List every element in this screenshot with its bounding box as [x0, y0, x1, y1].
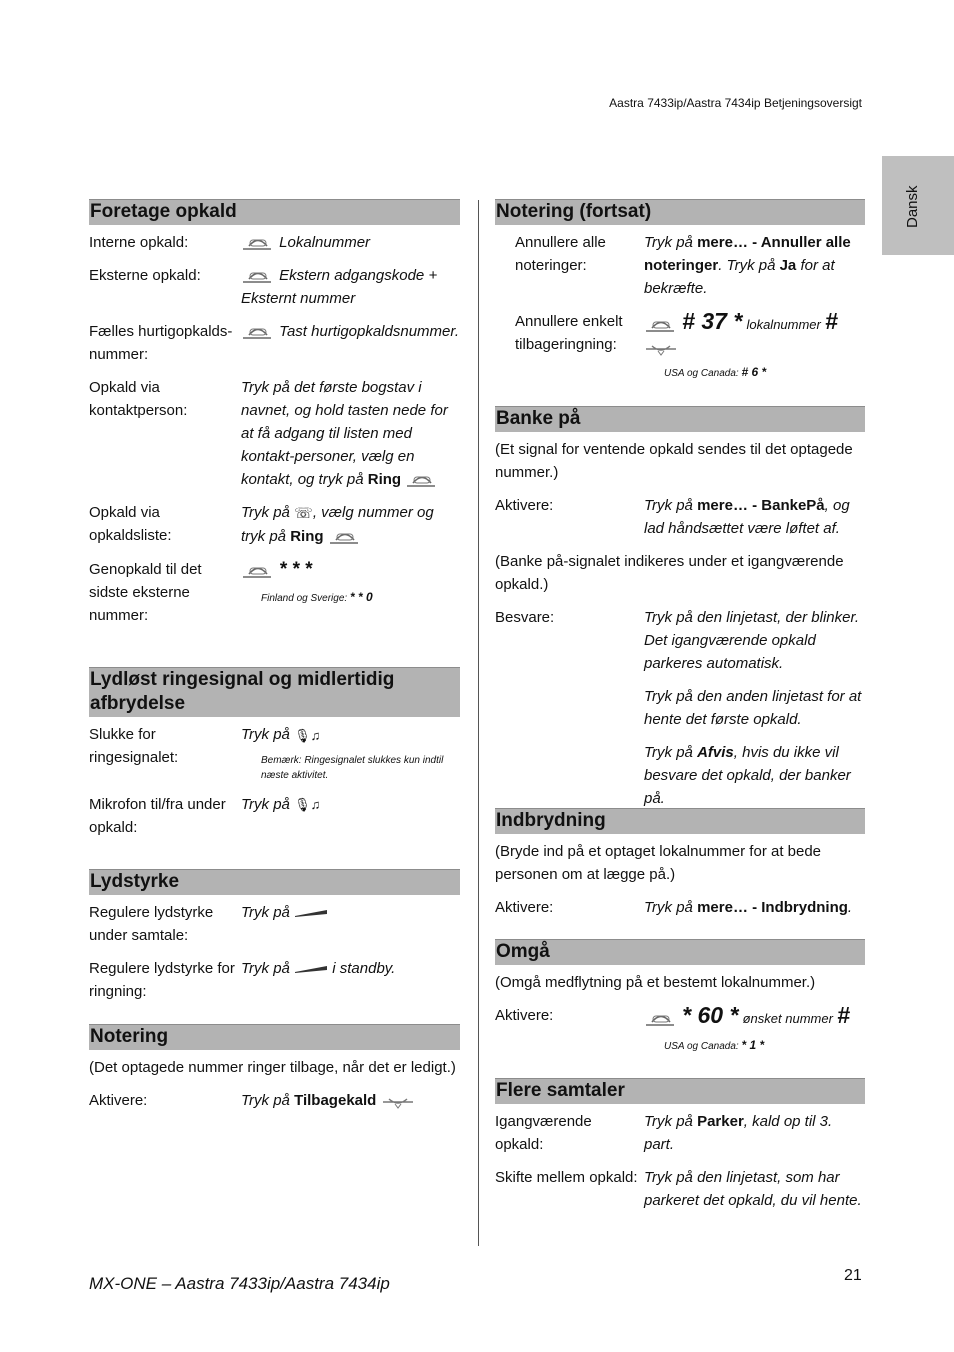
row-omga-aktivere	[495, 1004, 865, 1054]
section-title: Foretage opkald	[89, 199, 460, 225]
row-value-post: for at bekræfte.	[644, 257, 835, 297]
handset-off-hook-icon	[241, 234, 275, 252]
row-label: Igangværende opkald:	[495, 1113, 592, 1153]
section-title: Notering (fortsat)	[495, 199, 865, 225]
row-opkaldsliste	[89, 501, 460, 548]
row-faelles	[89, 320, 460, 366]
afvis-label: Afvis	[697, 744, 734, 761]
redial-code: * * *	[279, 558, 312, 580]
section-notering	[89, 1024, 460, 1122]
row-value: Tryk på	[241, 904, 290, 921]
row-banke-besvare	[495, 606, 865, 810]
handset-off-hook-icon	[405, 471, 439, 489]
section-title: Notering	[89, 1024, 460, 1050]
row-value: Lokalnummer	[279, 234, 371, 251]
section-description: (Bryde ind på et optaget lokalnummer for at bede personen om at lægge på.)	[495, 843, 822, 883]
row-interne	[89, 231, 460, 254]
handset-off-hook-icon	[241, 267, 275, 285]
row-value: Tryk på	[241, 504, 290, 521]
row-value: Tryk på	[241, 1092, 290, 1109]
row-value: Ekstern adgangskode + Eksternt nummer	[241, 267, 438, 307]
note: Bemærk: Ringesignalet slukkes kun indtil næste aktivitet.	[261, 754, 444, 781]
handset-off-hook-icon	[241, 323, 275, 341]
row-label: Aktivere:	[495, 1007, 554, 1024]
note-code: * * 0	[349, 589, 373, 604]
row-value: Tryk på den linjetast, der blinker. Det igangværende opkald parkeres automatisk.	[644, 609, 860, 672]
row-value-post: i standby.	[332, 960, 396, 977]
note-code: * 1 *	[741, 1038, 765, 1052]
handset-on-hook-icon	[381, 1093, 415, 1109]
mute-key-icon: 🎙♫	[294, 797, 321, 813]
row-value-post: , kald op til 3. part.	[644, 1113, 833, 1153]
section-description: (Et signal for ventende opkald sendes til det optagede nummer.)	[495, 441, 853, 481]
section-title: Banke på	[495, 406, 865, 432]
section-title: Lydstyrke	[89, 869, 460, 895]
menu-path: mere… - BankePå	[697, 497, 825, 514]
row-value: Tryk på	[241, 960, 290, 977]
menu-path: mere… - Annuller alle noteringer	[644, 234, 851, 274]
code: * 60 *	[682, 1002, 739, 1028]
language-tab-label: Dansk	[904, 185, 921, 228]
row-value: Tryk på	[644, 234, 693, 251]
row-label: Regulere lydstyrke for ringning:	[89, 960, 235, 1000]
row-lydstyrke-ringning	[89, 957, 460, 1003]
row-value: Tryk på	[241, 795, 290, 813]
row-value: Tryk på den linjetast, som har parkeret det opkald, du vil hente.	[644, 1169, 862, 1209]
row-label: Mikrofon til/fra under opkald:	[89, 795, 226, 836]
section-title: Indbrydning	[495, 808, 865, 834]
section-omga	[495, 939, 865, 1064]
row-value: Tast hurtigopkaldsnummer.	[279, 323, 459, 340]
handset-off-hook-icon	[644, 1010, 678, 1028]
handset-off-hook-icon	[644, 316, 678, 334]
mute-key-icon: 🎙♫	[294, 727, 321, 743]
row-value: Tryk på	[644, 497, 693, 514]
page-number: 21	[844, 1267, 862, 1284]
handset-on-hook-icon	[644, 340, 678, 356]
row-value: Tryk på	[241, 726, 290, 743]
row-notering-aktivere	[89, 1089, 460, 1112]
note-label: USA og Canada:	[664, 1041, 739, 1052]
parker-label: Parker	[697, 1113, 744, 1130]
ring-label: Ring	[290, 527, 324, 545]
row-value: Tryk på	[644, 1113, 693, 1130]
row-mikrofon	[89, 793, 460, 839]
row-value: Tryk på	[644, 744, 693, 761]
row-label: Skifte mellem opkald:	[495, 1169, 638, 1186]
section-title: Flere samtaler	[495, 1078, 865, 1104]
row-genopkald	[89, 558, 460, 627]
row-label: Genopkald til det sidste eksterne nummer:	[89, 560, 202, 624]
note-label: USA og Canada:	[664, 368, 739, 379]
ring-label: Ring	[367, 471, 402, 488]
row-label: Annullere alle noteringer:	[515, 234, 606, 274]
volume-key-icon	[294, 964, 328, 974]
code: # 37 *	[682, 308, 743, 334]
section-flere-samtaler	[495, 1078, 865, 1222]
row-value: Tryk på det første bogstav i navnet, og hold tasten nede for at få adgang til listen med kontakt-personer, vælg en kontakt, og tryk på	[241, 379, 448, 488]
language-tab	[882, 156, 954, 255]
section-lydlost	[89, 667, 460, 849]
code-param: lokalnummer	[746, 317, 821, 332]
row-value-post: .	[847, 899, 853, 916]
row-label: Fælles hurtigopkalds-nummer:	[89, 323, 233, 363]
column-divider	[478, 200, 479, 1246]
running-header: Aastra 7433ip/Aastra 7434ip Betjeningsoversigt	[609, 96, 862, 110]
volume-key-icon	[294, 908, 328, 918]
row-annullere-enkelt	[495, 310, 865, 381]
note-label: Finland og Sverige:	[261, 592, 348, 604]
row-value-post: , hvis du ikke vil besvare det opkald, der banker på.	[644, 744, 851, 807]
row-label: Interne opkald:	[89, 234, 189, 251]
row-kontaktperson	[89, 376, 460, 491]
row-label: Regulere lydstyrke under samtale:	[89, 904, 214, 944]
row-value: Tryk på	[644, 899, 693, 916]
row-label: Opkald via kontaktperson:	[89, 379, 188, 419]
section-title: Lydløst ringesignal og midlertidig afbrydelse	[89, 667, 460, 717]
row-eksterne	[89, 264, 460, 310]
row-label: Besvare:	[495, 609, 555, 626]
section-notering-fortsat	[495, 199, 865, 391]
code-end: #	[837, 1002, 850, 1028]
section-description: (Det optagede nummer ringer tilbage, når det er ledigt.)	[89, 1059, 456, 1076]
section-title: Omgå	[495, 939, 865, 965]
code-param: ønsket nummer	[742, 1011, 833, 1026]
row-annullere-alle	[495, 231, 865, 300]
row-slukke	[89, 723, 460, 783]
menu-path: mere… - Indbrydning	[697, 899, 848, 916]
row-lydstyrke-samtale	[89, 901, 460, 947]
call-list-icon: ☏	[294, 504, 313, 522]
section-lydstyrke	[89, 869, 460, 1013]
row-label: Aktivere:	[89, 1092, 148, 1109]
row-value-mid: , vælg nummer og tryk på	[241, 504, 434, 545]
row-label: Aktivere:	[495, 497, 554, 514]
row-label: Eksterne opkald:	[89, 267, 201, 284]
row-skifte	[495, 1166, 865, 1212]
note-code: # 6 *	[741, 365, 767, 379]
handset-off-hook-icon	[241, 562, 275, 580]
row-label: Aktivere:	[495, 899, 554, 916]
section-banke-pa	[495, 406, 865, 820]
row-banke-aktivere	[495, 494, 865, 540]
section-foretage-opkald	[89, 199, 460, 637]
row-indbrydning-aktivere	[495, 896, 865, 919]
code-end: #	[825, 308, 838, 334]
row-value-post: , og lad håndsættet være løftet af.	[644, 497, 850, 537]
footer-product: MX-ONE – Aastra 7433ip/Aastra 7434ip	[89, 1274, 390, 1293]
row-value-mid: . Tryk på	[718, 257, 776, 274]
row-value: Tryk på den anden linjetast for at hente det første opkald.	[644, 688, 862, 728]
tilbagekald-label: Tilbagekald	[294, 1092, 377, 1109]
section-description: (Omgå medflytning på et bestemt lokalnummer.)	[495, 974, 816, 991]
row-label: Opkald via opkaldsliste:	[89, 504, 172, 544]
row-label: Annullere enkelt tilbageringning:	[515, 313, 623, 353]
row-igangvaerende	[495, 1110, 865, 1156]
handset-off-hook-icon	[328, 528, 362, 546]
row-label: Slukke for ringesignalet:	[89, 726, 179, 766]
section-indbrydning	[495, 808, 865, 929]
section-description: (Banke på-signalet indikeres under et igangværende opkald.)	[495, 553, 844, 593]
ja-label: Ja	[779, 257, 797, 274]
